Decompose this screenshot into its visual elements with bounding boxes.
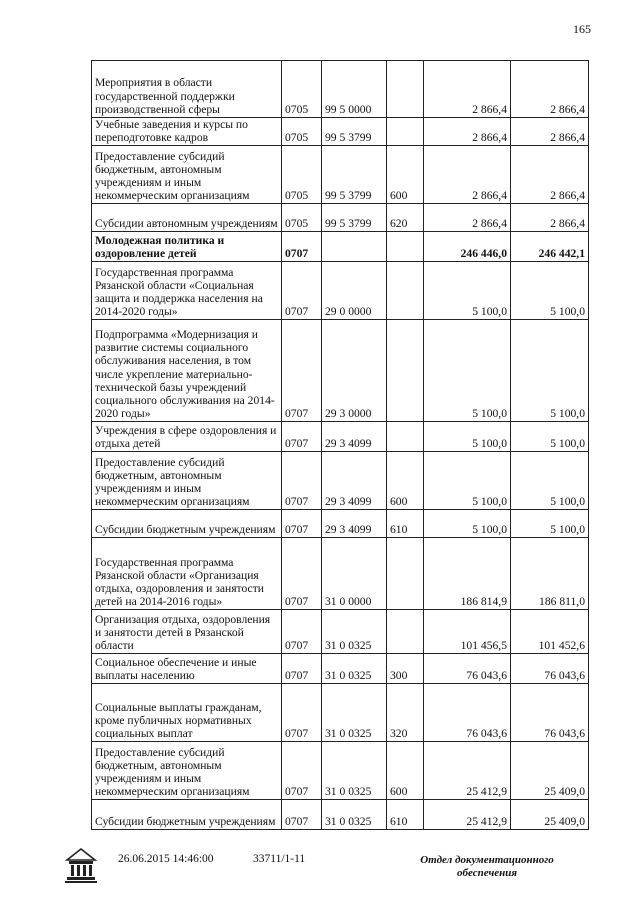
cell-type: 600 bbox=[387, 452, 424, 510]
table-row bbox=[92, 800, 589, 830]
cell-value1: 2 866,4 bbox=[424, 118, 511, 146]
cell-section: 0707 bbox=[282, 510, 322, 538]
cell-name: Социальные выплаты гражданам, кроме публичных нормативных социальных выплат bbox=[92, 684, 282, 742]
cell-name: Предоставление субсидий бюджетным, автономным учреждениям и иным некоммерческим организациям bbox=[92, 742, 282, 800]
cell-article: 29 0 0000 bbox=[322, 262, 387, 320]
budget-table bbox=[91, 60, 589, 830]
table-row bbox=[92, 262, 589, 320]
cell-value1: 5 100,0 bbox=[424, 262, 511, 320]
table-row bbox=[92, 610, 589, 654]
cell-name: Подпрограмма «Модернизация и развитие системы социального обслуживания населения, в том числе укрепление материально-технической базы учреждений социального обслуживания на 2014-2020 годы» bbox=[92, 320, 282, 422]
cell-value2: 5 100,0 bbox=[511, 262, 589, 320]
cell-article: 99 5 3799 bbox=[322, 146, 387, 204]
footer-date: 26.06.2015 14:46:00 bbox=[118, 853, 214, 865]
table-row bbox=[92, 538, 589, 610]
cell-name: Субсидии автономным учреждениям bbox=[92, 204, 282, 232]
cell-article: 99 5 3799 bbox=[322, 118, 387, 146]
cell-value1: 2 866,4 bbox=[424, 204, 511, 232]
table-row bbox=[92, 452, 589, 510]
budget-table-body bbox=[92, 61, 589, 830]
cell-name: Организация отдыха, оздоровления и занятости детей в Рязанской области bbox=[92, 610, 282, 654]
cell-value1: 25 412,9 bbox=[424, 742, 511, 800]
footer-department: Отдел документационного обеспечения bbox=[420, 854, 554, 879]
cell-section: 0707 bbox=[282, 452, 322, 510]
cell-value2: 76 043,6 bbox=[511, 684, 589, 742]
cell-article: 29 3 4099 bbox=[322, 510, 387, 538]
building-emblem-icon bbox=[63, 846, 99, 884]
cell-section: 0707 bbox=[282, 320, 322, 422]
table-row bbox=[92, 684, 589, 742]
cell-value2: 5 100,0 bbox=[511, 452, 589, 510]
cell-value2: 101 452,6 bbox=[511, 610, 589, 654]
footer-document-code: 33711/1-11 bbox=[253, 853, 306, 865]
cell-type bbox=[387, 118, 424, 146]
cell-type: 620 bbox=[387, 204, 424, 232]
cell-value1: 76 043,6 bbox=[424, 654, 511, 684]
cell-value2: 246 442,1 bbox=[511, 232, 589, 262]
cell-value2: 2 866,4 bbox=[511, 204, 589, 232]
cell-section: 0707 bbox=[282, 684, 322, 742]
cell-section: 0707 bbox=[282, 654, 322, 684]
cell-value1: 25 412,9 bbox=[424, 800, 511, 830]
cell-section: 0707 bbox=[282, 800, 322, 830]
cell-name: Государственная программа Рязанской области «Социальная защита и поддержка населения на 2014-2020 годы» bbox=[92, 262, 282, 320]
table-row bbox=[92, 742, 589, 800]
cell-section: 0707 bbox=[282, 538, 322, 610]
cell-value1: 5 100,0 bbox=[424, 320, 511, 422]
table-row bbox=[92, 510, 589, 538]
cell-name: Субсидии бюджетным учреждениям bbox=[92, 800, 282, 830]
cell-section: 0707 bbox=[282, 422, 322, 452]
cell-value2: 5 100,0 bbox=[511, 510, 589, 538]
cell-value1: 101 456,5 bbox=[424, 610, 511, 654]
cell-article: 29 3 4099 bbox=[322, 422, 387, 452]
cell-type bbox=[387, 610, 424, 654]
cell-name: Предоставление субсидий бюджетным, автономным учреждениям и иным некоммерческим организациям bbox=[92, 452, 282, 510]
cell-article: 99 5 3799 bbox=[322, 204, 387, 232]
cell-value1: 5 100,0 bbox=[424, 510, 511, 538]
cell-section: 0705 bbox=[282, 204, 322, 232]
cell-article: 31 0 0325 bbox=[322, 654, 387, 684]
table-row bbox=[92, 146, 589, 204]
cell-name: Государственная программа Рязанской области «Организация отдыха, оздоровления и занятости детей на 2014-2016 годы» bbox=[92, 538, 282, 610]
cell-article: 29 3 0000 bbox=[322, 320, 387, 422]
cell-value1: 5 100,0 bbox=[424, 422, 511, 452]
cell-name: Субсидии бюджетным учреждениям bbox=[92, 510, 282, 538]
cell-value1: 2 866,4 bbox=[424, 146, 511, 204]
cell-value1: 76 043,6 bbox=[424, 684, 511, 742]
cell-value2: 2 866,4 bbox=[511, 118, 589, 146]
cell-name: Учебные заведения и курсы по переподготовке кадров bbox=[92, 118, 282, 146]
cell-section: 0705 bbox=[282, 146, 322, 204]
cell-article: 31 0 0000 bbox=[322, 538, 387, 610]
cell-type bbox=[387, 320, 424, 422]
table-row bbox=[92, 232, 589, 262]
cell-value1: 186 814,9 bbox=[424, 538, 511, 610]
cell-value1: 246 446,0 bbox=[424, 232, 511, 262]
cell-section: 0707 bbox=[282, 610, 322, 654]
cell-type bbox=[387, 262, 424, 320]
cell-value2: 2 866,4 bbox=[511, 146, 589, 204]
cell-article: 29 3 4099 bbox=[322, 452, 387, 510]
cell-article: 31 0 0325 bbox=[322, 742, 387, 800]
cell-value2: 76 043,6 bbox=[511, 654, 589, 684]
cell-section: 0707 bbox=[282, 232, 322, 262]
cell-type bbox=[387, 61, 424, 118]
cell-type: 600 bbox=[387, 146, 424, 204]
cell-value2: 186 811,0 bbox=[511, 538, 589, 610]
cell-section: 0705 bbox=[282, 61, 322, 118]
cell-section: 0707 bbox=[282, 742, 322, 800]
table-row bbox=[92, 320, 589, 422]
cell-article bbox=[322, 232, 387, 262]
cell-article: 99 5 0000 bbox=[322, 61, 387, 118]
cell-value1: 5 100,0 bbox=[424, 452, 511, 510]
cell-type bbox=[387, 422, 424, 452]
cell-name: Предоставление субсидий бюджетным, автономным учреждениям и иным некоммерческим организациям bbox=[92, 146, 282, 204]
cell-type: 610 bbox=[387, 800, 424, 830]
cell-type: 600 bbox=[387, 742, 424, 800]
cell-name: Мероприятия в области государственной поддержки производственной сферы bbox=[92, 61, 282, 118]
cell-name: Молодежная политика и оздоровление детей bbox=[92, 232, 282, 262]
table-row bbox=[92, 204, 589, 232]
cell-value2: 5 100,0 bbox=[511, 422, 589, 452]
cell-value2: 25 409,0 bbox=[511, 742, 589, 800]
cell-name: Учреждения в сфере оздоровления и отдыха детей bbox=[92, 422, 282, 452]
table-row bbox=[92, 422, 589, 452]
table-row bbox=[92, 654, 589, 684]
cell-article: 31 0 0325 bbox=[322, 800, 387, 830]
page-number: 165 bbox=[573, 22, 591, 36]
cell-value2: 2 866,4 bbox=[511, 61, 589, 118]
cell-section: 0705 bbox=[282, 118, 322, 146]
cell-article: 31 0 0325 bbox=[322, 684, 387, 742]
cell-section: 0707 bbox=[282, 262, 322, 320]
cell-value2: 25 409,0 bbox=[511, 800, 589, 830]
table-row bbox=[92, 118, 589, 146]
cell-type bbox=[387, 538, 424, 610]
cell-type bbox=[387, 232, 424, 262]
cell-name: Социальное обеспечение и иные выплаты населению bbox=[92, 654, 282, 684]
table-row bbox=[92, 61, 589, 118]
cell-type: 300 bbox=[387, 654, 424, 684]
cell-type: 610 bbox=[387, 510, 424, 538]
cell-type: 320 bbox=[387, 684, 424, 742]
cell-value1: 2 866,4 bbox=[424, 61, 511, 118]
cell-article: 31 0 0325 bbox=[322, 610, 387, 654]
cell-value2: 5 100,0 bbox=[511, 320, 589, 422]
